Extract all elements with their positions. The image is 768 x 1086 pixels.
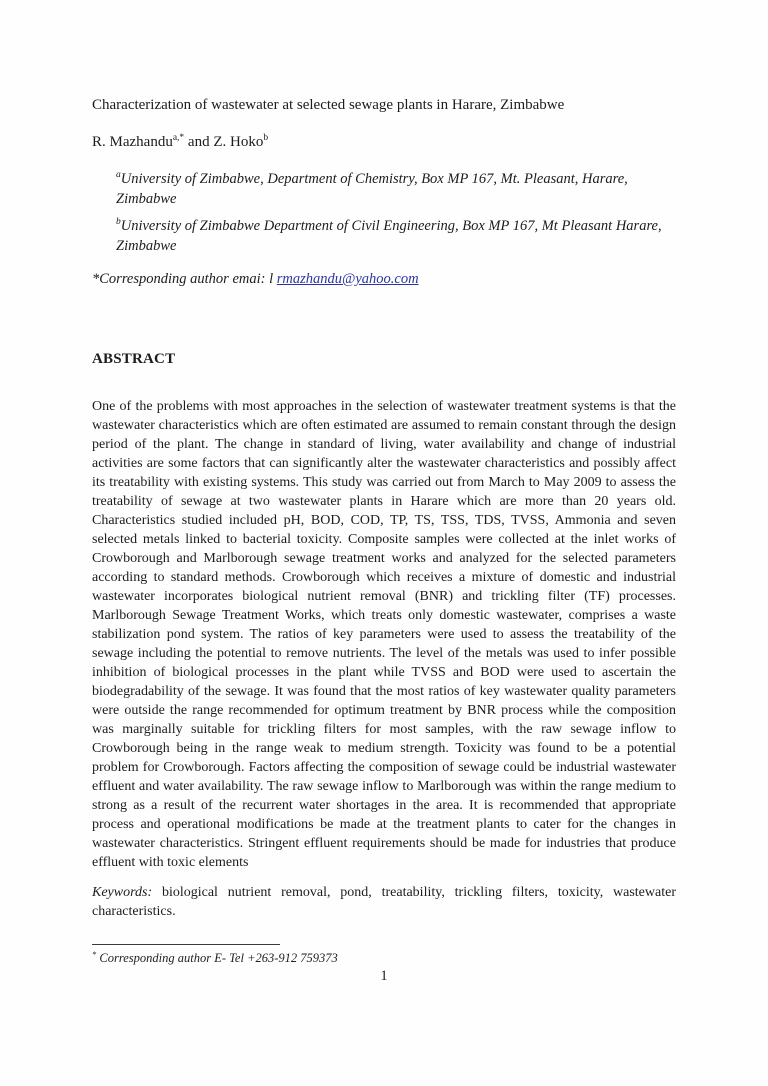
footnote-text bbox=[92, 950, 676, 966]
footnote-text-content: Corresponding author E- Tel +263-912 759373 bbox=[96, 951, 338, 965]
footnote-asterisk-superscript: * bbox=[92, 948, 97, 959]
author-1-name: R. Mazhandu bbox=[92, 134, 173, 150]
author-connector-and-author-2: and Z. Hoko bbox=[184, 134, 264, 150]
keywords-text: biological nutrient removal, pond, treatability, trickling filters, toxicity, wastewater characteristics. bbox=[92, 885, 676, 919]
affiliation-a-superscript: a bbox=[116, 170, 121, 181]
authors-line bbox=[92, 132, 676, 152]
corresponding-author-prefix: *Corresponding author emai: l bbox=[92, 271, 277, 287]
corresponding-author-line bbox=[92, 269, 676, 289]
abstract-heading: ABSTRACT bbox=[92, 351, 176, 367]
keywords-label: Keywords: bbox=[92, 885, 153, 900]
footnote-separator-rule bbox=[92, 944, 280, 945]
footnote-block bbox=[92, 944, 676, 966]
affiliation-b-text: University of Zimbabwe Department of Civil Engineering, Box MP 167, Mt Pleasant Harare, Zimbabwe bbox=[116, 218, 662, 254]
affiliation-a-text: University of Zimbabwe, Department of Chemistry, Box MP 167, Mt. Pleasant, Harare, Zimbabwe bbox=[116, 171, 628, 207]
keywords-line bbox=[92, 883, 676, 921]
affiliation-b bbox=[116, 216, 676, 256]
corresponding-author-email-link[interactable]: rmazhandu@yahoo.com bbox=[276, 271, 419, 287]
author-2-superscript: b bbox=[263, 133, 269, 143]
page-number: 1 bbox=[380, 968, 388, 984]
affiliation-b-superscript: b bbox=[116, 217, 121, 228]
affiliation-a bbox=[116, 169, 676, 209]
author-1-superscript: a,* bbox=[172, 133, 185, 143]
paper-title: Characterization of wastewater at selected sewage plants in Harare, Zimbabwe bbox=[92, 97, 565, 113]
abstract-paragraph: One of the problems with most approaches in the selection of wastewater treatment systems is that the wastewater characteristics which are often estimated are assumed to remain constant through the design period of the plant. The change in standard of living, water availability and change of industrial activities are some factors that can significantly alter the wastewater characteristics and possibly affect its treatability with existing systems. This study was carried out from March to May 2009 to assess the treatability of sewage at two wastewater plants in Harare which are more than 20 years old. Characteristics studied included pH, BOD, COD, TP, TS, TSS, TDS, TVSS, Ammonia and seven selected metals linked to bacterial toxicity. Composite samples were collected at the inlet works of Crowborough and Marlborough sewage treatment works and analyzed for the selected parameters according to standard methods. Crowborough which receives a mixture of domestic and industrial wastewater incorporates biological nutrient removal (BNR) and trickling filter (TF) processes. Marlborough Sewage Treatment Works, which treats only domestic wastewater, comprises a waste stabilization pond system. The ratios of key parameters were used to assess the treatability of the sewage including the potential to remove nutrients. The level of the metals was used to infer possible inhibition of biological processes in the plant while TVSS and BOD were used to ascertain the biodegradability of the sewage. It was found that the most ratios of key wastewater quality parameters were outside the range recommended for optimum treatment by BNR process while the composition was marginally suitable for trickling filters for most samples, with the raw sewage inflow to Crowborough being in the range weak to medium strength. Toxicity was found to be a potential problem for Crowborough. Factors affecting the composition of sewage could be industrial wastewater effluent and water availability. The raw sewage inflow to Marlborough was within the range medium to strong as a result of the recurrent water shortages in the area. It is recommended that appropriate process and operational modifications be made at the treatment plants to cater for the changes in wastewater characteristics. Stringent effluent requirements should be made for industries that produce effluent with toxic elements bbox=[92, 399, 676, 870]
